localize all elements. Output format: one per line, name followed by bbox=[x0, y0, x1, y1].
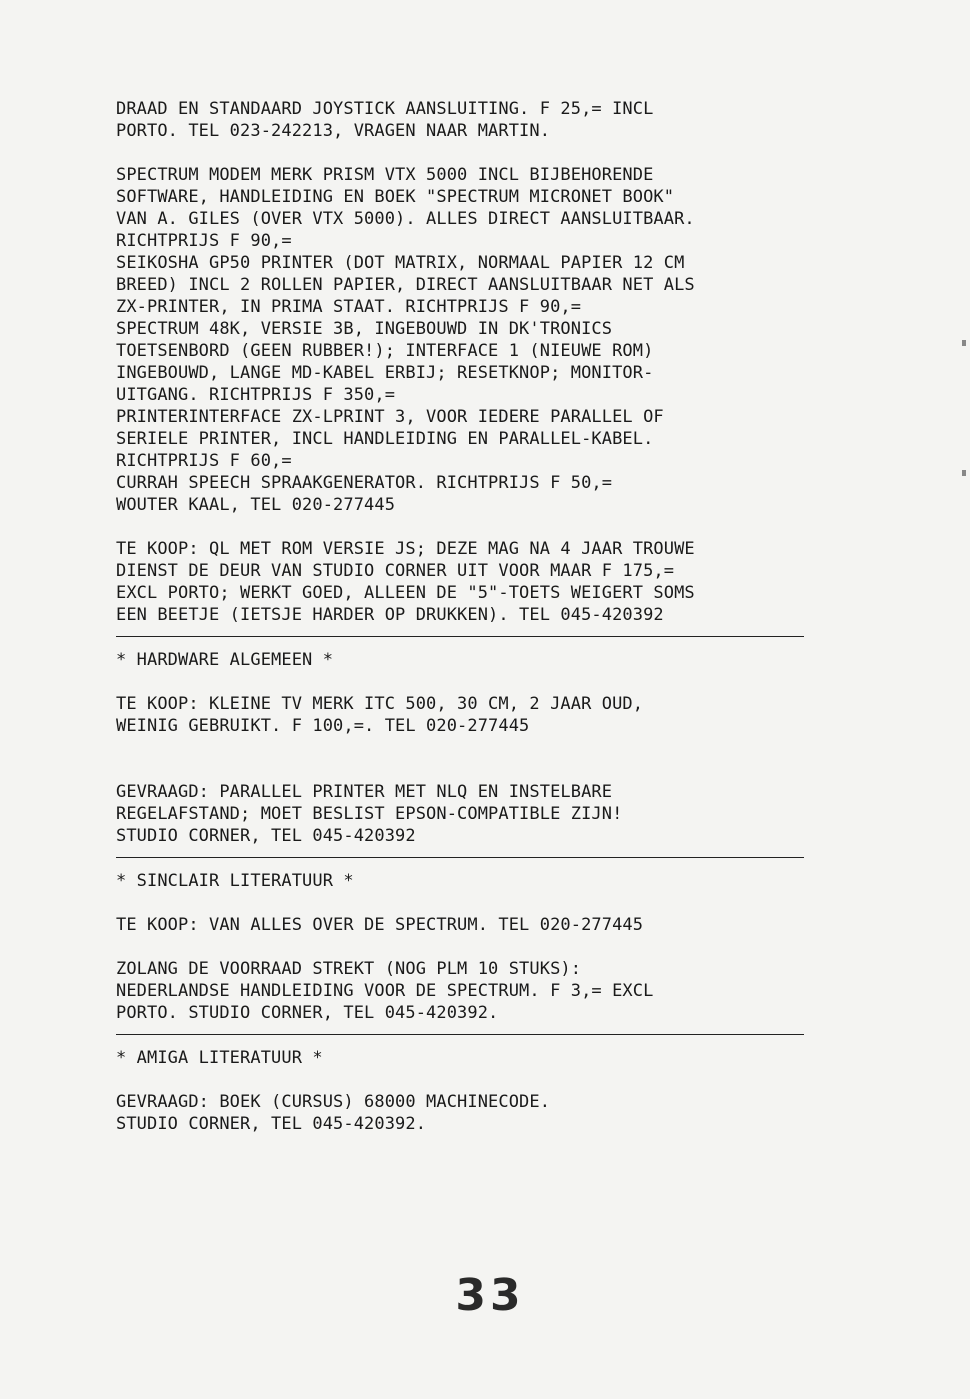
ad-tv bbox=[116, 693, 816, 737]
text-line: UITGANG. RICHTPRIJS F 350,= bbox=[116, 385, 396, 405]
text-line: TE KOOP: KLEINE TV MERK ITC 500, 30 CM, 2 JAAR OUD, bbox=[116, 694, 644, 714]
text-line: TE KOOP: VAN ALLES OVER DE SPECTRUM. TEL 020-277445 bbox=[116, 915, 644, 935]
text-line: BREED) INCL 2 ROLLEN PAPIER, DIRECT AANSLUITBAAR NET ALS bbox=[116, 275, 695, 295]
ad-spectrum-books bbox=[116, 914, 816, 936]
text-line: ZOLANG DE VOORRAAD STREKT (NOG PLM 10 STUKS): bbox=[116, 959, 582, 979]
text-line: EXCL PORTO; WERKT GOED, ALLEEN DE "5"-TOETS WEIGERT SOMS bbox=[116, 583, 695, 603]
text-line: STUDIO CORNER, TEL 045-420392. bbox=[116, 1114, 427, 1134]
text-line: ZX-PRINTER, IN PRIMA STAAT. RICHTPRIJS F 90,= bbox=[116, 297, 582, 317]
text-line: PRINTERINTERFACE ZX-LPRINT 3, VOOR IEDERE PARALLEL OF bbox=[116, 407, 664, 427]
text-line: GEVRAAGD: PARALLEL PRINTER MET NLQ EN INSTELBARE bbox=[116, 782, 613, 802]
heading-hardware: * HARDWARE ALGEMEEN * bbox=[116, 650, 334, 670]
text-line: RICHTPRIJS F 90,= bbox=[116, 231, 292, 251]
ad-68000-book bbox=[116, 1091, 816, 1135]
text-line: REGELAFSTAND; MOET BESLIST EPSON-COMPATIBLE ZIJN! bbox=[116, 804, 623, 824]
ad-joystick bbox=[116, 98, 816, 142]
text-line: EEN BEETJE (IETSJE HARDER OP DRUKKEN). TEL 045-420392 bbox=[116, 605, 664, 625]
text-line: WOUTER KAAL, TEL 020-277445 bbox=[116, 495, 396, 515]
text-line: TE KOOP: QL MET ROM VERSIE JS; DEZE MAG NA 4 JAAR TROUWE bbox=[116, 539, 695, 559]
text-line: DRAAD EN STANDAARD JOYSTICK AANSLUITING. F 25,= INCL bbox=[116, 99, 654, 119]
text-line: STUDIO CORNER, TEL 045-420392 bbox=[116, 826, 416, 846]
ad-spectrum-manual bbox=[116, 958, 816, 1024]
text-line: TOETSENBORD (GEEN RUBBER!); INTERFACE 1 (NIEUWE ROM) bbox=[116, 341, 654, 361]
ad-ql bbox=[116, 538, 816, 626]
section-divider bbox=[116, 857, 804, 858]
heading-amiga: * AMIGA LITERATUUR * bbox=[116, 1048, 323, 1068]
heading-sinclair: * SINCLAIR LITERATUUR * bbox=[116, 871, 354, 891]
ad-printer-wanted bbox=[116, 781, 816, 847]
text-line: PORTO. STUDIO CORNER, TEL 045-420392. bbox=[116, 1003, 499, 1023]
section-divider bbox=[116, 636, 804, 637]
scan-edge-mark bbox=[962, 470, 966, 476]
section-divider bbox=[116, 1034, 804, 1035]
classifieds-content bbox=[116, 98, 816, 1135]
ad-spectrum-modem bbox=[116, 164, 816, 516]
text-line: WEINIG GEBRUIKT. F 100,=. TEL 020-277445 bbox=[116, 716, 530, 736]
page-number: 33 bbox=[455, 1270, 525, 1321]
text-line: VAN A. GILES (OVER VTX 5000). ALLES DIRECT AANSLUITBAAR. bbox=[116, 209, 695, 229]
text-line: NEDERLANDSE HANDLEIDING VOOR DE SPECTRUM. F 3,= EXCL bbox=[116, 981, 654, 1001]
text-line: SPECTRUM MODEM MERK PRISM VTX 5000 INCL BIJBEHORENDE bbox=[116, 165, 654, 185]
text-line: INGEBOUWD, LANGE MD-KABEL ERBIJ; RESETKNOP; MONITOR- bbox=[116, 363, 654, 383]
text-line: SEIKOSHA GP50 PRINTER (DOT MATRIX, NORMAAL PAPIER 12 CM bbox=[116, 253, 685, 273]
text-line: CURRAH SPEECH SPRAAKGENERATOR. RICHTPRIJS F 50,= bbox=[116, 473, 613, 493]
scan-edge-mark bbox=[962, 340, 966, 346]
text-line: SOFTWARE, HANDLEIDING EN BOEK "SPECTRUM MICRONET BOOK" bbox=[116, 187, 675, 207]
text-line: SPECTRUM 48K, VERSIE 3B, INGEBOUWD IN DK'TRONICS bbox=[116, 319, 613, 339]
text-line: RICHTPRIJS F 60,= bbox=[116, 451, 292, 471]
text-line: GEVRAAGD: BOEK (CURSUS) 68000 MACHINECODE. bbox=[116, 1092, 551, 1112]
text-line: PORTO. TEL 023-242213, VRAGEN NAAR MARTIN. bbox=[116, 121, 551, 141]
text-line: DIENST DE DEUR VAN STUDIO CORNER UIT VOOR MAAR F 175,= bbox=[116, 561, 675, 581]
text-line: SERIELE PRINTER, INCL HANDLEIDING EN PARALLEL-KABEL. bbox=[116, 429, 654, 449]
